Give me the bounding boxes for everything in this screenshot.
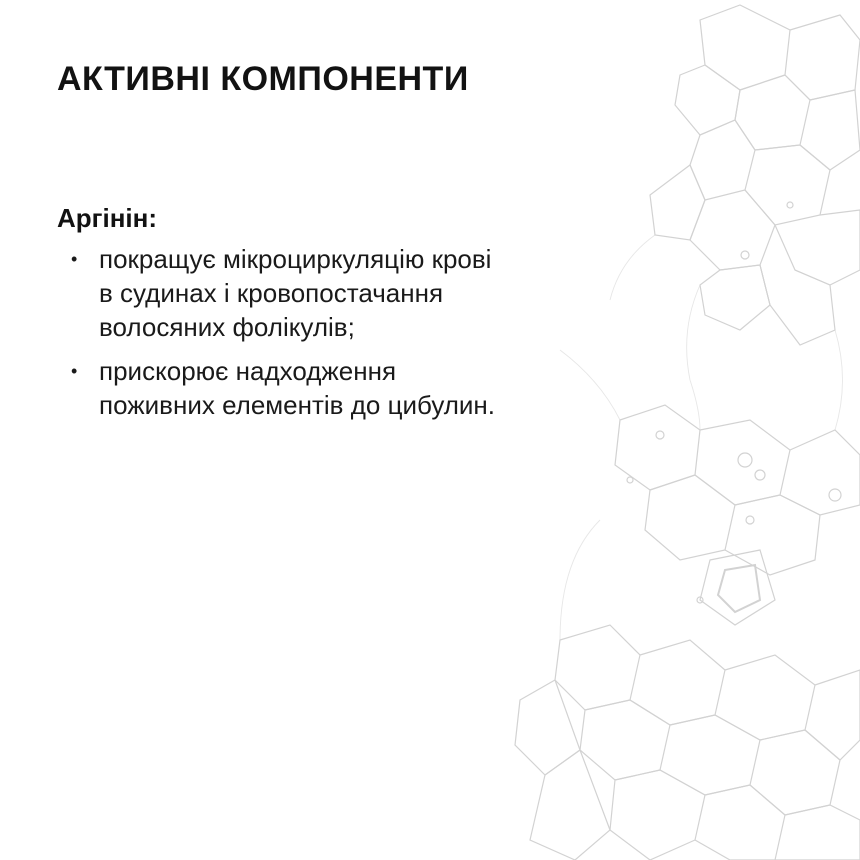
benefits-list: [57, 242, 637, 422]
list-item-line: покращує мікроциркуляцію крові: [99, 244, 492, 274]
list-item-line: прискорює надходження: [99, 356, 397, 386]
bullet-dot-icon: •: [71, 361, 78, 381]
list-item-line: волосяних фолікулів;: [99, 312, 355, 342]
page-title: АКТИВНІ КОМПОНЕНТИ: [57, 60, 469, 98]
ingredient-heading: Аргінін:: [57, 203, 158, 233]
list-item-line: поживних елементів до цибулин.: [99, 390, 496, 420]
content-block: [57, 56, 637, 432]
list-item-line: в судинах і кровопостачання: [99, 278, 444, 308]
list-item: [57, 242, 637, 344]
bullet-dot-icon: •: [71, 249, 78, 269]
list-item: [57, 354, 637, 422]
